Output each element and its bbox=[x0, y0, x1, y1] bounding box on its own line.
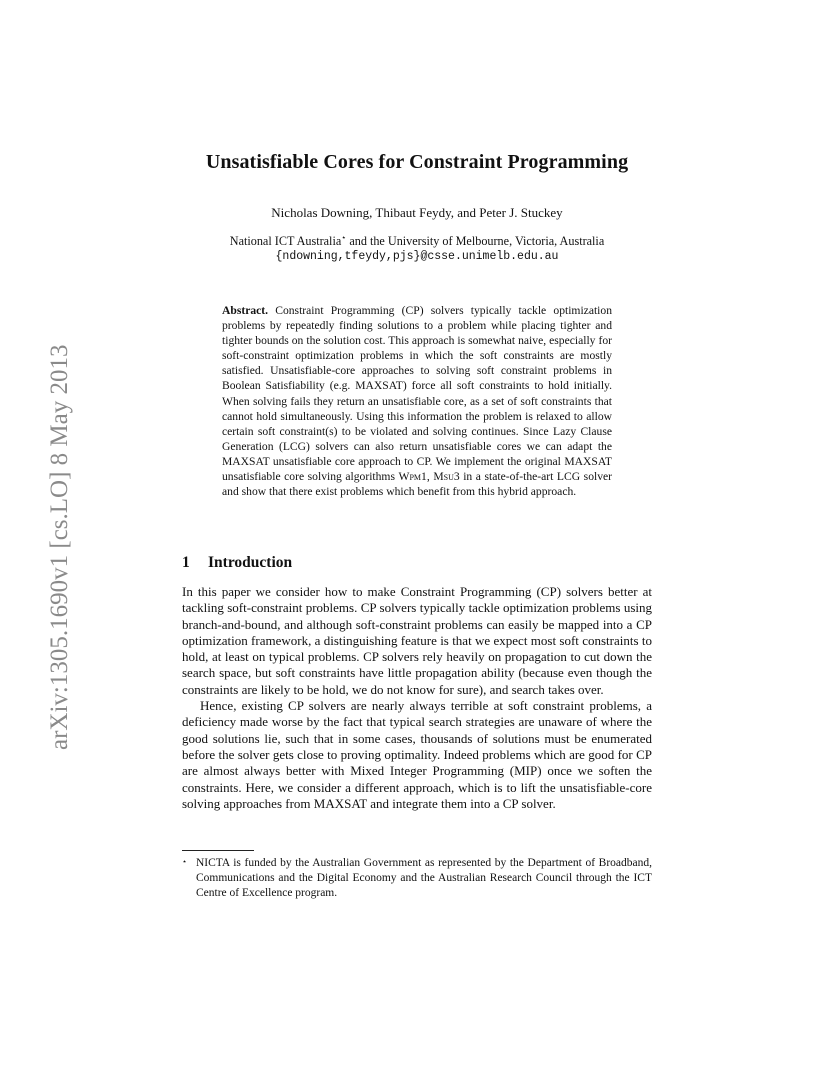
section-number: 1 bbox=[182, 554, 190, 571]
paper-title: Unsatisfiable Cores for Constraint Programming bbox=[205, 151, 629, 173]
section-title: Introduction bbox=[208, 554, 293, 571]
affiliation-footnote-mark: ⋆ bbox=[341, 232, 347, 242]
affiliation-institute: National ICT Australia bbox=[229, 234, 342, 248]
abstract-label: Abstract. bbox=[222, 304, 269, 317]
arxiv-identifier-stamp bbox=[6, 290, 73, 750]
introduction-body bbox=[182, 584, 652, 812]
section-heading-introduction bbox=[182, 554, 292, 572]
paragraph: Hence, existing CP solvers are nearly always terrible at soft constraint problems, a deficiency made worse by the fact that typical search strategies are unaware of where the good solutions lie, such that in some cases, thousands of solutions must be enumerated before the solver gets close to proving optimality. Indeed problems which are good for CP are almost always better with Mixed Integer Programming (MIP) once we soften the constraints. Here, we consider a different approach, which is to lift the unsatisfiable-core solving approaches from MAXSAT and integrate them into a CP solver. bbox=[182, 698, 652, 811]
paragraph: In this paper we consider how to make Constraint Programming (CP) solvers better at tackling soft-constraint problems. CP solvers typically tackle optimization problems using branch-and-bound, and although soft-constraint problems can easily be mapped into a CP optimization framework, a distinguishing feature is that we expect most soft constraints to hold, at least on typical problems. CP solvers rely heavily on propagation to cut down the search space, but soft constraints have little propagation ability (because even though the constraints are likely to be hold, we do not know for sure), and search takes over. bbox=[182, 584, 652, 697]
author-list: Nicholas Downing, Thibaut Feydy, and Peter J. Stuckey bbox=[271, 205, 563, 220]
abstract-separator: , bbox=[426, 470, 434, 484]
affiliation-university: and the University of Melbourne, Victoria, Australia bbox=[346, 234, 605, 248]
abstract bbox=[222, 303, 612, 499]
author-affiliation bbox=[182, 234, 652, 249]
algorithm-name-wpm1: Wpm1 bbox=[398, 470, 427, 484]
algorithm-name-msu3: Msu3 bbox=[433, 470, 460, 484]
abstract-text-part-2: in a state-of-the-art LCG solver and show that there exist problems which benefit from this hybrid approach. bbox=[222, 470, 613, 499]
arxiv-identifier-text: arXiv:1305.1690v1 [cs.LO] 8 May 2013 bbox=[46, 344, 73, 750]
footnote-mark: ⋆ bbox=[182, 857, 188, 866]
footnote-text: NICTA is funded by the Australian Government as represented by the Department of Broadband, Communications and the Digital Economy and the Australian Research Council through the ICT Centre of Excellence program. bbox=[196, 857, 652, 899]
footnote bbox=[182, 856, 652, 901]
author-email: {ndowning,tfeydy,pjs}@csse.unimelb.edu.au bbox=[275, 250, 559, 263]
abstract-text-part-1: Constraint Programming (CP) solvers typically tackle optimization problems by repeatedly finding solutions to a problem while placing tighter and tighter bounds on the solution cost. This approach is somewhat naive, especially for soft-constraint optimization problems in which the soft constraints are mostly satisfied. Unsatisfiable-core approaches to solving soft constraint problems in Boolean Satisfiability (e.g. MAXSAT) force all soft constraints to hold initially. When solving fails they return an unsatisfiable core, as a set of soft constraints that cannot hold simultaneously. Using this information the problem is relaxed to allow certain soft constraint(s) to be violated and solving continues. Since Lazy Clause Generation (LCG) solvers can also return unsatisfiable cores we can adapt the MAXSAT unsatisfiable core approach to CP. We implement the original MAXSAT unsatisfiable core solving algorithms bbox=[222, 304, 612, 484]
footnote-divider bbox=[182, 850, 254, 851]
